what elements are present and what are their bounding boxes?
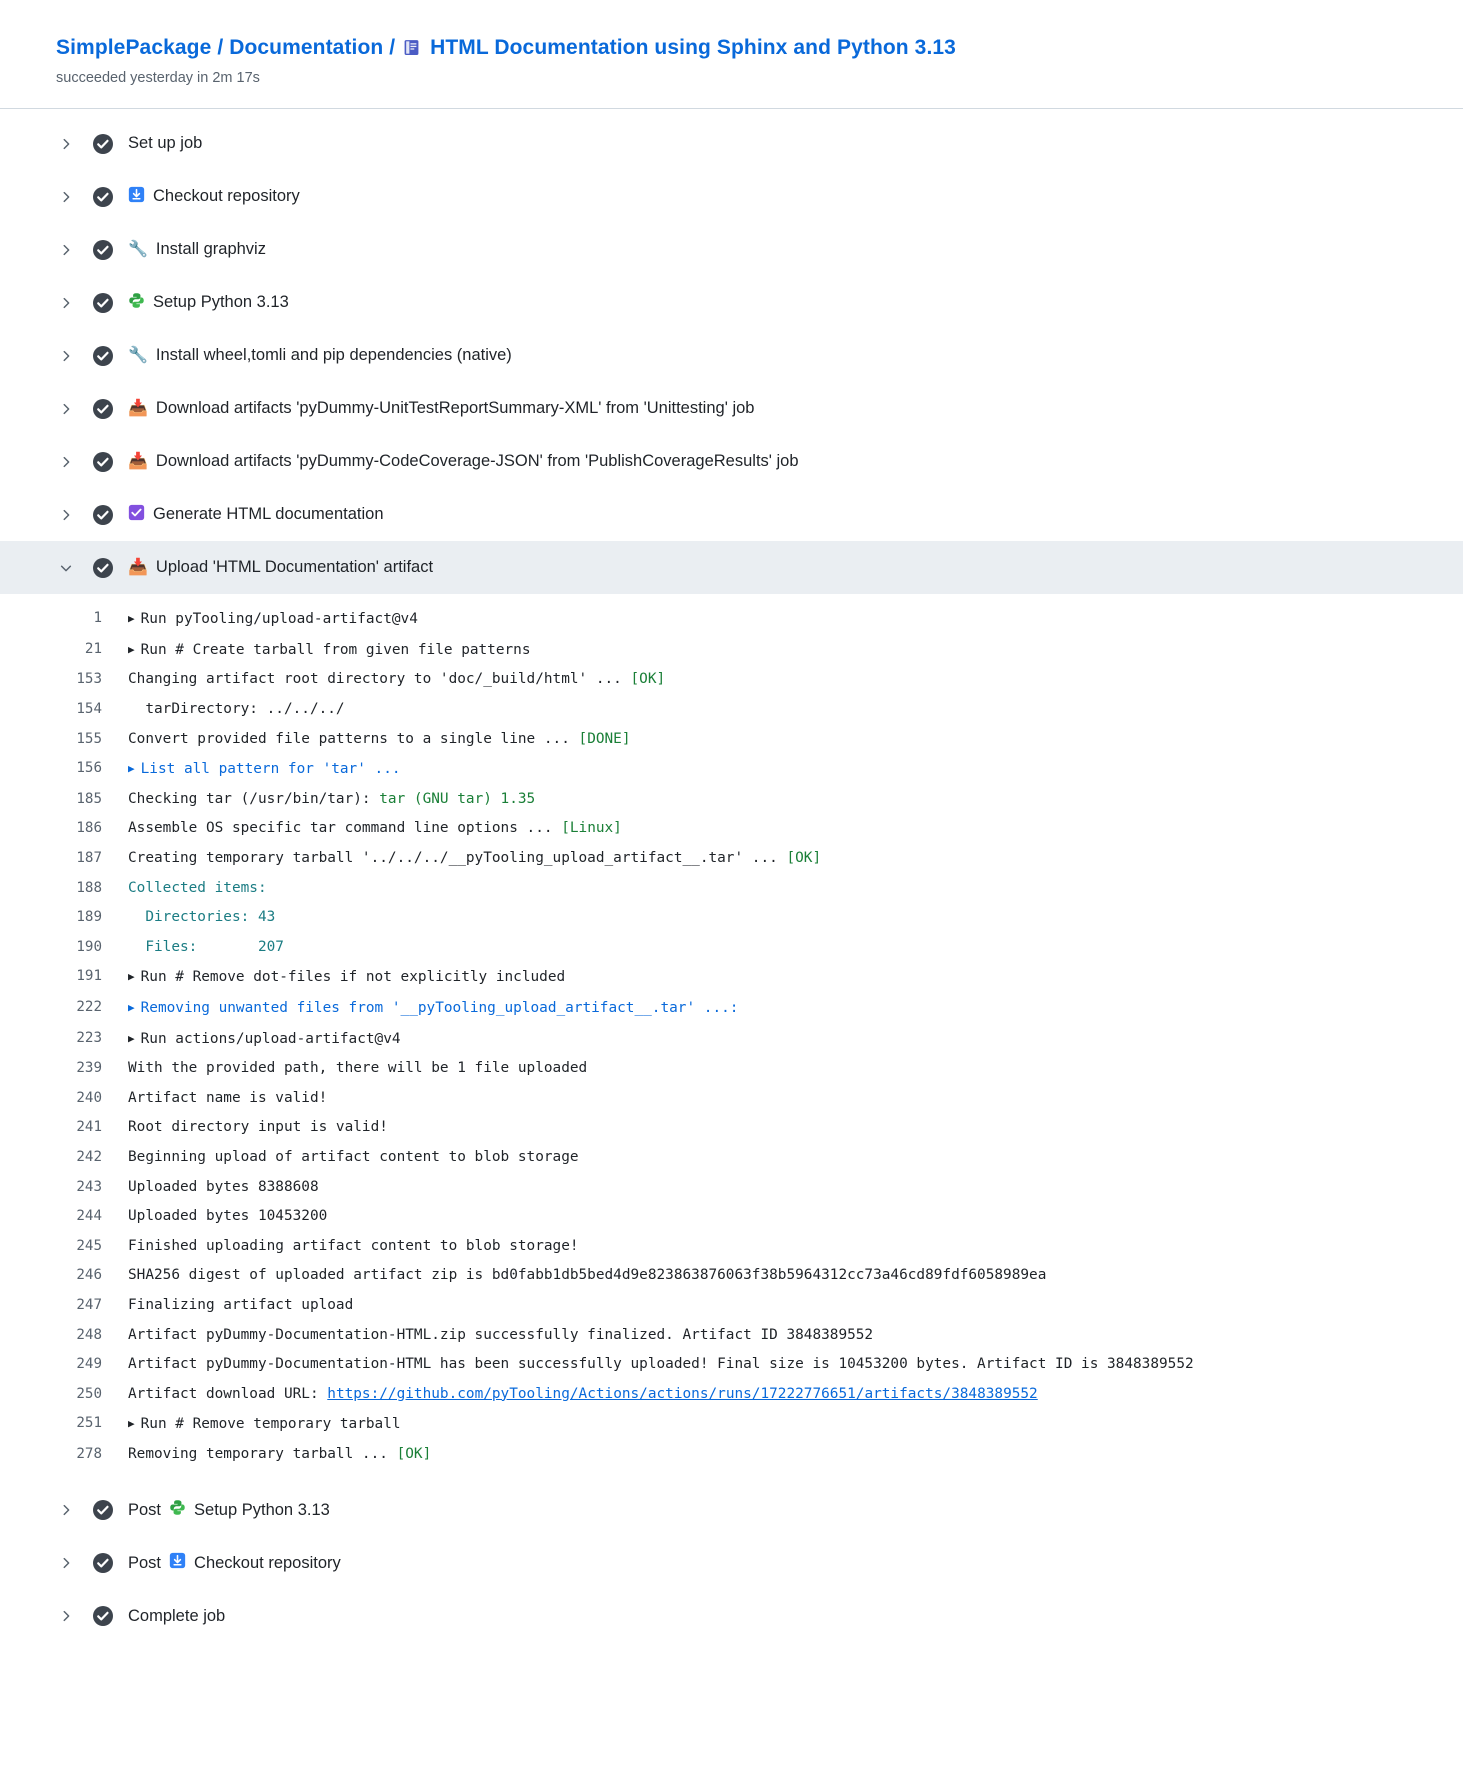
log-text: Artifact name is valid!: [128, 1089, 328, 1106]
log-text: Creating temporary tarball '../../../__pyTooling_upload_artifact__.tar' ...: [128, 850, 787, 867]
step-text: Setup Python 3.13: [194, 1500, 330, 1519]
log-text: Uploaded bytes 8388608: [128, 1178, 319, 1195]
expand-group-triangle-icon[interactable]: ▶: [128, 1417, 135, 1431]
log-line-content: [128, 1380, 1038, 1410]
log-line: [0, 604, 1463, 635]
log-line: [0, 754, 1463, 785]
step-row-post-checkout-repository[interactable]: [0, 1537, 1463, 1590]
step-text: Checkout repository: [153, 187, 300, 206]
log-line: [0, 1261, 1463, 1291]
step-row-download-coverage-artifacts[interactable]: [0, 435, 1463, 488]
log-line-content: [128, 1113, 388, 1143]
book-icon: [403, 36, 420, 63]
log-line-content: [128, 1261, 1046, 1291]
step-text: Install wheel,tomli and pip dependencies (native): [155, 346, 512, 365]
log-line: [0, 874, 1463, 904]
step-list: [0, 109, 1463, 1642]
log-line-content: [128, 1321, 873, 1351]
log-line-number: 153: [76, 671, 102, 688]
log-line-content: [128, 1440, 431, 1470]
log-text: Collected items:: [128, 879, 267, 896]
step-label: [128, 399, 754, 418]
expand-group-triangle-icon[interactable]: ▶: [128, 1031, 135, 1045]
inbox-tray-icon: 📥: [128, 452, 148, 470]
log-text: Finalizing artifact upload: [128, 1296, 354, 1313]
log-line-content: [128, 1084, 327, 1114]
step-row-upload-html-documentation-artifact[interactable]: [0, 541, 1463, 594]
log-line-number: 245: [76, 1237, 102, 1254]
log-line-number: 155: [76, 730, 102, 747]
log-line-number: 156: [76, 760, 102, 777]
chevron-right-icon[interactable]: [56, 402, 76, 416]
log-line-number: 191: [76, 968, 102, 985]
log-line: [0, 635, 1463, 666]
step-text: Generate HTML documentation: [153, 505, 384, 524]
download-box-icon: [128, 186, 145, 208]
log-line-content: [128, 665, 665, 695]
log-line-number: 249: [76, 1356, 102, 1373]
log-line: [0, 1143, 1463, 1173]
log-line: [0, 785, 1463, 815]
step-label: [128, 240, 266, 259]
log-line: [0, 993, 1463, 1024]
log-line-number: 154: [76, 701, 102, 718]
log-line-number: 187: [76, 850, 102, 867]
log-line-content: [128, 844, 821, 874]
step-text: Download artifacts 'pyDummy-CodeCoverage-JSON' from 'PublishCoverageResults' job: [155, 452, 799, 471]
status-success-icon: [92, 1499, 114, 1521]
log-text: Changing artifact root directory to 'doc/_build/html' ...: [128, 671, 631, 688]
log-text: [Linux]: [561, 820, 622, 837]
step-label: [128, 1552, 341, 1574]
wrench-icon: 🔧: [128, 240, 148, 258]
expand-group-triangle-icon[interactable]: ▶: [128, 762, 135, 776]
step-row-install-graphviz[interactable]: [0, 223, 1463, 276]
step-text: Complete job: [128, 1606, 226, 1625]
step-label: [128, 558, 433, 577]
expand-group-triangle-icon[interactable]: ▶: [128, 1001, 135, 1015]
download-box-icon: [169, 1552, 186, 1574]
log-line: [0, 695, 1463, 725]
log-line-number: 189: [76, 909, 102, 926]
step-row-download-unittest-artifacts[interactable]: [0, 382, 1463, 435]
breadcrumb-job[interactable]: HTML Documentation using Sphinx and Python 3.13: [430, 36, 956, 59]
status-success-icon: [92, 133, 114, 155]
chevron-right-icon[interactable]: [56, 243, 76, 257]
step-row-complete-job[interactable]: [0, 1590, 1463, 1643]
status-success-icon: [92, 239, 114, 261]
log-line: [0, 1321, 1463, 1351]
log-text: Uploaded bytes 10453200: [128, 1208, 328, 1225]
log-line-content: [128, 604, 418, 635]
log-line: [0, 665, 1463, 695]
log-line-number: 244: [76, 1208, 102, 1225]
log-text: [OK]: [630, 671, 666, 688]
log-line-content: [128, 874, 267, 904]
log-text: Assemble OS specific tar command line options ...: [128, 820, 562, 837]
log-line-number: 242: [76, 1148, 102, 1165]
chevron-right-icon[interactable]: [56, 455, 76, 469]
log-line-number: 186: [76, 820, 102, 837]
log-line-content: [128, 1054, 587, 1084]
log-text: [DONE]: [578, 730, 631, 747]
log-text: Beginning upload of artifact content to blob storage: [128, 1148, 579, 1165]
log-line-number: 251: [76, 1415, 102, 1432]
log-line-content: [128, 993, 738, 1024]
log-line-number: 21: [84, 640, 102, 657]
status-success-icon: [92, 557, 114, 579]
step-label: [128, 1499, 330, 1521]
chevron-right-icon[interactable]: [56, 1609, 76, 1623]
step-text: Install graphviz: [155, 240, 266, 259]
step-row-set-up-job[interactable]: [0, 117, 1463, 170]
chevron-down-icon[interactable]: [56, 561, 76, 575]
step-row-generate-html-documentation[interactable]: [0, 488, 1463, 541]
job-status-line: succeeded yesterday in 2m 17s: [56, 70, 260, 87]
step-label: [128, 134, 202, 153]
chevron-right-icon[interactable]: [56, 190, 76, 204]
step-label: [128, 186, 300, 208]
step-text: Download artifacts 'pyDummy-UnitTestReportSummary-XML' from 'Unittesting' job: [155, 399, 755, 418]
step-row-checkout-repository[interactable]: [0, 170, 1463, 223]
breadcrumb-separator-2: /: [389, 36, 396, 59]
breadcrumb: [56, 34, 1463, 63]
log-text: Root directory input is valid!: [128, 1119, 388, 1136]
chevron-right-icon[interactable]: [56, 349, 76, 363]
status-success-icon: [92, 398, 114, 420]
log-line-content: [128, 1024, 401, 1055]
log-text: [OK]: [396, 1445, 432, 1462]
log-text: Checking tar (/usr/bin/tar):: [128, 790, 380, 807]
log-line-content: [128, 785, 535, 815]
log-line-content: [128, 1202, 327, 1232]
log-line-number: 222: [76, 999, 102, 1016]
status-success-icon: [92, 1552, 114, 1574]
log-line: [0, 1440, 1463, 1470]
step-log-output[interactable]: [0, 594, 1463, 1483]
log-text: List all pattern for 'tar' ...: [140, 761, 401, 778]
log-text: Removing temporary tarball ...: [128, 1445, 397, 1462]
step-label: [128, 504, 384, 526]
log-line-number: 250: [76, 1385, 102, 1402]
log-text: Removing unwanted files from '__pyTooling_upload_artifact__.tar' ...:: [140, 1000, 739, 1017]
log-text: Run # Create tarball from given file patterns: [140, 641, 531, 658]
step-label: [128, 1607, 225, 1626]
log-line-number: 239: [76, 1060, 102, 1077]
chevron-right-icon[interactable]: [56, 508, 76, 522]
step-text: Setup Python 3.13: [153, 293, 289, 312]
log-line: [0, 1054, 1463, 1084]
log-line-number: 240: [76, 1089, 102, 1106]
chevron-right-icon[interactable]: [56, 1556, 76, 1570]
log-line: [0, 1291, 1463, 1321]
log-line-content: [128, 1232, 579, 1262]
log-line-content: [128, 725, 631, 755]
breadcrumb-separator-1: /: [217, 36, 224, 59]
log-line: [0, 1113, 1463, 1143]
log-line: [0, 814, 1463, 844]
log-line: [0, 1202, 1463, 1232]
step-text: Set up job: [128, 134, 203, 153]
check-box-icon: [128, 504, 145, 526]
step-row-install-dependencies[interactable]: [0, 329, 1463, 382]
log-text: Run # Remove dot-files if not explicitly included: [140, 969, 566, 986]
chevron-right-icon[interactable]: [56, 1503, 76, 1517]
log-text: Artifact pyDummy-Documentation-HTML has been successfully uploaded! Final size is 10453200 bytes. Artifact ID is 3848389552: [128, 1356, 1194, 1373]
expand-group-triangle-icon[interactable]: ▶: [128, 642, 135, 656]
log-text: [OK]: [786, 850, 822, 867]
log-text: Files: 207: [128, 938, 284, 955]
step-prefix: Post: [128, 1553, 162, 1572]
log-line: [0, 1409, 1463, 1440]
log-text: Artifact download URL:: [128, 1385, 328, 1402]
status-success-icon: [92, 186, 114, 208]
chevron-right-icon[interactable]: [56, 137, 76, 151]
wrench-icon: 🔧: [128, 346, 148, 364]
log-line: [0, 933, 1463, 963]
log-text: Run # Remove temporary tarball: [140, 1416, 401, 1433]
log-text: tar (GNU tar) 1.35: [379, 790, 536, 807]
log-line-content: [128, 814, 622, 844]
log-line-number: 1: [93, 610, 102, 627]
log-line-content: [128, 1173, 319, 1203]
log-line: [0, 903, 1463, 933]
log-line-content: [128, 754, 401, 785]
log-line: [0, 725, 1463, 755]
log-text: SHA256 digest of uploaded artifact zip is bd0fabb1db5bed4d9e823863876063f38b5964312cc73a46cd89fdf6058989ea: [128, 1267, 1047, 1284]
log-text: Directories: 43: [128, 909, 276, 926]
log-text: Convert provided file patterns to a single line ...: [128, 730, 579, 747]
log-line-number: 246: [76, 1267, 102, 1284]
log-line-number: 248: [76, 1326, 102, 1343]
job-header: [0, 0, 1463, 109]
log-line: [0, 1350, 1463, 1380]
log-line-content: [128, 1291, 353, 1321]
step-label: [128, 292, 289, 314]
step-text: Checkout repository: [194, 1553, 341, 1572]
status-success-icon: [92, 345, 114, 367]
python-icon: [128, 292, 145, 314]
inbox-tray-icon: 📥: [128, 399, 148, 417]
log-line-number: 247: [76, 1296, 102, 1313]
step-row-post-setup-python[interactable]: [0, 1484, 1463, 1537]
log-text: Run pyTooling/upload-artifact@v4: [140, 611, 418, 628]
log-line-number: 190: [76, 938, 102, 955]
log-line-content: [128, 635, 531, 666]
log-line-number: 278: [76, 1445, 102, 1462]
log-line: [0, 962, 1463, 993]
log-line-number: 243: [76, 1178, 102, 1195]
log-line-content: [128, 933, 284, 963]
log-line: [0, 1232, 1463, 1262]
step-label: [128, 346, 512, 365]
log-line-number: 188: [76, 879, 102, 896]
log-line: [0, 1084, 1463, 1114]
status-success-icon: [92, 451, 114, 473]
chevron-right-icon[interactable]: [56, 296, 76, 310]
log-line-number: 241: [76, 1119, 102, 1136]
log-line: [0, 1024, 1463, 1055]
artifact-download-url-link[interactable]: https://github.com/pyTooling/Actions/actions/runs/17222776651/artifacts/3848389552: [327, 1385, 1038, 1402]
step-prefix: Post: [128, 1500, 162, 1519]
log-text: Run actions/upload-artifact@v4: [140, 1030, 401, 1047]
breadcrumb-workflow[interactable]: Documentation: [229, 36, 384, 59]
breadcrumb-repo[interactable]: SimplePackage: [56, 36, 212, 59]
log-line: [0, 844, 1463, 874]
log-text: tarDirectory: ../../../: [128, 701, 345, 718]
status-success-icon: [92, 1605, 114, 1627]
log-text: Finished uploading artifact content to blob storage!: [128, 1237, 579, 1254]
inbox-tray-icon: 📥: [128, 558, 148, 576]
log-line-number: 223: [76, 1029, 102, 1046]
log-line-content: [128, 1143, 579, 1173]
status-success-icon: [92, 504, 114, 526]
log-line-content: [128, 962, 565, 993]
log-line-content: [128, 1350, 1194, 1380]
expand-group-triangle-icon[interactable]: ▶: [128, 612, 135, 626]
log-line: [0, 1173, 1463, 1203]
step-text: Upload 'HTML Documentation' artifact: [155, 558, 434, 577]
status-success-icon: [92, 292, 114, 314]
python-icon: [169, 1499, 186, 1521]
log-line-content: [128, 903, 275, 933]
expand-group-triangle-icon[interactable]: ▶: [128, 970, 135, 984]
step-row-setup-python[interactable]: [0, 276, 1463, 329]
step-label: [128, 452, 799, 471]
log-line: [0, 1380, 1463, 1410]
log-line-content: [128, 1409, 401, 1440]
log-text: Artifact pyDummy-Documentation-HTML.zip successfully finalized. Artifact ID 3848389552: [128, 1326, 874, 1343]
log-line-content: [128, 695, 345, 725]
log-text: With the provided path, there will be 1 file uploaded: [128, 1060, 588, 1077]
log-line-number: 185: [76, 790, 102, 807]
